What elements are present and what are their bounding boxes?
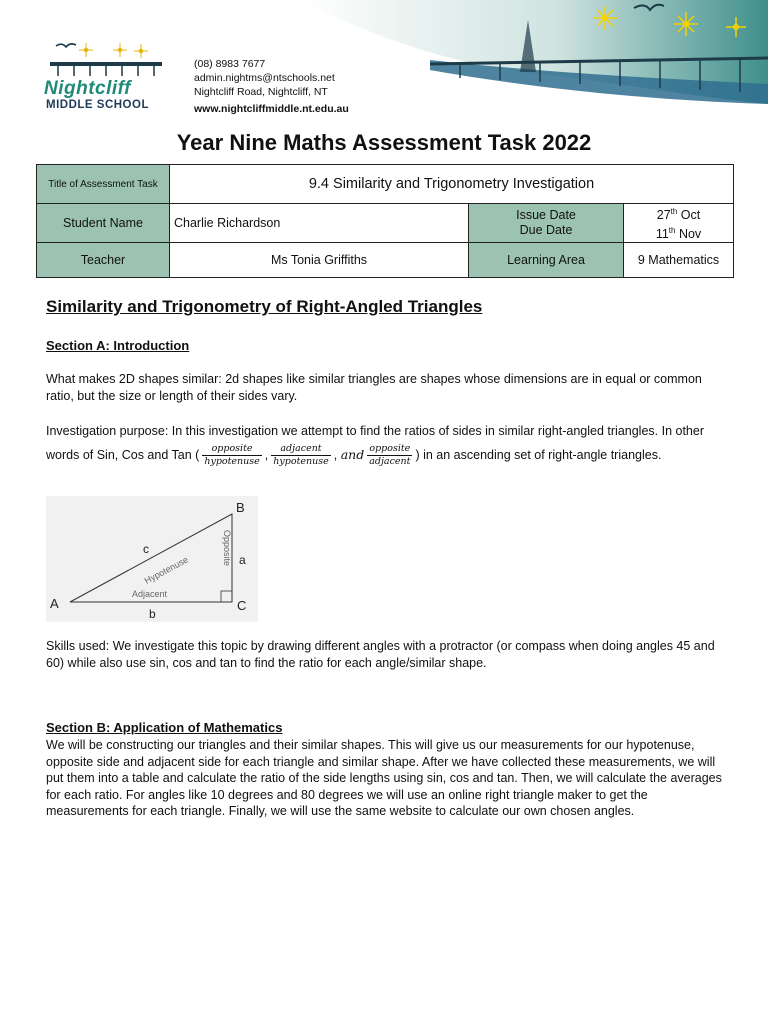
- email: admin.nightms@ntschools.net: [194, 72, 335, 84]
- document-title: Year Nine Maths Assessment Task 2022: [176, 130, 592, 155]
- opposite-label: Opposite: [222, 530, 232, 567]
- learning-area: 9 Mathematics: [624, 243, 734, 278]
- school-subname: MIDDLE SCHOOL: [46, 99, 149, 111]
- skills-paragraph: Skills used: We investigate this topic by drawing different angles with a protractor (or compass when doing angles 45 and 60) while also use sin, cos and tan to find the ratio for each angle/similar shape.: [46, 639, 715, 670]
- website: www.nightcliffmiddle.nt.edu.au: [194, 103, 349, 115]
- sin-fraction: $\frac{\text{opposite}}{\text{hypotenuse}}$: [204, 443, 260, 468]
- dates-value: [624, 204, 734, 243]
- address: Nightcliff Road, Nightcliff, NT: [194, 86, 328, 98]
- section-b-heading: Section B: Application of Mathematics: [46, 720, 283, 735]
- application-paragraph: We will be constructing our triangles and their similar shapes. This will give us our measurements for our hypotenuse, opposite side and adjacent side for each triangle and similar shape. After we have collected these measurements, we will put them into a table and calculate the ratio of the side lengths using sin, cos and tan. Then, we will calculate the averages for each ratio. For angles like 10 degrees and 80 degrees we will use an online right triangle maker to get the measurements for each triangle. Finally, we will use the same website to calculate our own chosen angles.: [46, 738, 722, 818]
- main-heading: Similarity and Trigonometry of Right-Angled Triangles: [46, 297, 483, 316]
- side-a-label: a: [239, 553, 246, 567]
- purpose-paragraph: Investigation purpose: In this investigation we attempt to find the ratios of sides in similar right-angled triangles. In other words of Sin, Cos and Tan ( $\frac{\text{opposite}}{\text{hypotenuse}}$ , $\frac{\text{adjacent}}{\text{hypotenuse}}$ , and $\frac{\text{opposite}}{\text{adjacent}}$ ) in an ascending set of right-angle triangles.: [46, 424, 704, 468]
- issue-date: 27th Oct: [656, 207, 701, 223]
- phone: (08) 8983 7677: [194, 58, 266, 70]
- student-name: Charlie Richardson: [170, 204, 469, 243]
- intro-paragraph: What makes 2D shapes similar: 2d shapes like similar triangles are shapes whose dimensions are in equal or common ratio, but the size or length of their sides vary.: [46, 372, 702, 403]
- right-triangle-diagram: [46, 496, 258, 622]
- learning-area-label: Learning Area: [469, 243, 624, 278]
- hypotenuse-label: Hypotenuse: [142, 554, 190, 586]
- cos-fraction: $\frac{\text{adjacent}}{\text{hypotenuse}}$: [273, 443, 329, 468]
- title-label: Title of Assessment Task: [37, 165, 170, 204]
- dates-label: [469, 204, 624, 243]
- adjacent-label: Adjacent: [132, 589, 168, 599]
- section-a-heading: Section A: Introduction: [46, 338, 190, 353]
- due-date: 11th Nov: [655, 226, 702, 242]
- contact-block: [194, 57, 349, 116]
- assessment-info-table: [36, 164, 734, 278]
- side-c-label: c: [143, 542, 149, 556]
- issue-date-label: Issue Date: [516, 208, 576, 223]
- tan-fraction: $\frac{\text{opposite}}{\text{adjacent}}$: [369, 443, 411, 468]
- due-date-label: Due Date: [519, 223, 573, 238]
- student-label: Student Name: [37, 204, 170, 243]
- school-name: Nightcliff: [44, 78, 131, 99]
- vertex-b: B: [236, 500, 245, 515]
- side-b-label: b: [149, 607, 156, 621]
- teacher-label: Teacher: [37, 243, 170, 278]
- vertex-a: A: [50, 596, 59, 611]
- task-title: 9.4 Similarity and Trigonometry Investigation: [170, 165, 734, 204]
- teacher-name: Ms Tonia Griffiths: [170, 243, 469, 278]
- vertex-c: C: [237, 598, 247, 613]
